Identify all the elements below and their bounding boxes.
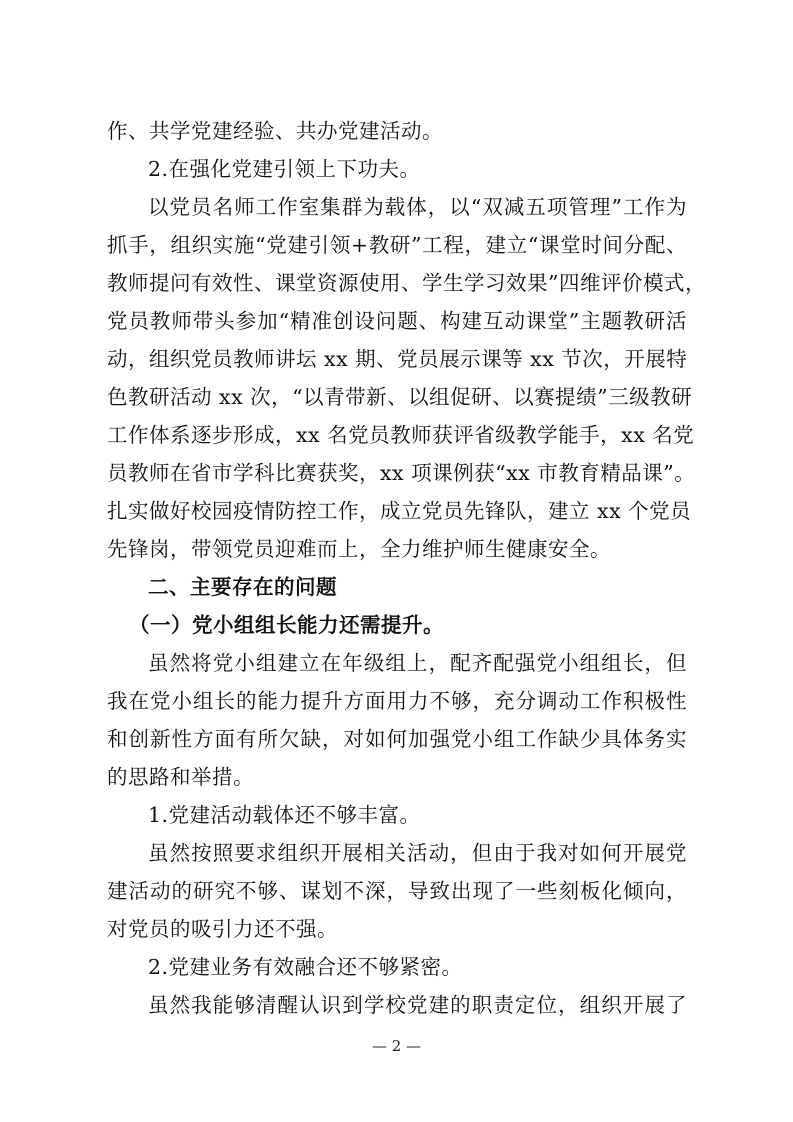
paragraph-line: 虽然将党小组建立在年级组上，配齐配强党小组组长，但: [148, 651, 687, 675]
paragraph-line: 色教研活动 xx 次，“以青带新、以组促研、以赛提绩”三级教研: [107, 385, 693, 409]
page-number: — 2 —: [371, 1037, 422, 1055]
paragraph-line: 对党员的吸引力还不强。: [107, 917, 338, 941]
subsection-heading: （一）党小组组长能力还需提升。: [129, 613, 444, 637]
document-body: [107, 112, 706, 1024]
paragraph-line: 员教师在省市学科比赛获奖，xx 项课例获“xx 市教育精品课”。: [107, 461, 696, 485]
paragraph-line: 教师提问有效性、课堂资源使用、学生学习效果”四维评价模式，: [107, 271, 706, 295]
subheading-line: 2.党建业务有效融合还不够紧密。: [148, 955, 463, 979]
section-heading: 二、主要存在的问题: [148, 575, 337, 599]
paragraph-line: 和创新性方面有所欠缺，对如何加强党小组工作缺少具体务实: [107, 727, 687, 751]
paragraph-line: 建活动的研究不够、谋划不深，导致出现了一些刻板化倾向，: [107, 879, 687, 903]
paragraph-line: 虽然我能够清醒认识到学校党建的职责定位，组织开展了: [148, 993, 687, 1017]
paragraph-line: 作、共学党建经验、共办党建活动。: [107, 119, 443, 143]
paragraph-line: 以党员名师工作室集群为载体，以“双减五项管理”工作为: [148, 195, 687, 219]
paragraph-line: 扎实做好校园疫情防控工作，成立党员先锋队，建立 xx 个党员: [107, 499, 692, 523]
paragraph-line: 先锋岗，带领党员迎难而上，全力维护师生健康安全。: [107, 537, 611, 561]
paragraph-line: 我在党小组长的能力提升方面用力不够，充分调动工作积极性: [107, 689, 687, 713]
subheading-line: 2.在强化党建引领上下功夫。: [148, 157, 421, 181]
subheading-line: 1.党建活动载体还不够丰富。: [148, 803, 421, 827]
paragraph-line: 工作体系逐步形成，xx 名党员教师获评省级教学能手，xx 名党: [107, 423, 695, 447]
paragraph-line: 抓手，组织实施“党建引领+教研”工程，建立“课堂时间分配、: [107, 233, 687, 257]
paragraph-line: 动，组织党员教师讲坛 xx 期、党员展示课等 xx 节次，开展特: [107, 347, 688, 371]
paragraph-line: 虽然按照要求组织开展相关活动，但由于我对如何开展党: [148, 841, 687, 865]
paragraph-line: 党员教师带头参加“精准创设问题、构建互动课堂”主题教研活: [107, 309, 687, 333]
paragraph-line: 的思路和举措。: [107, 765, 254, 789]
